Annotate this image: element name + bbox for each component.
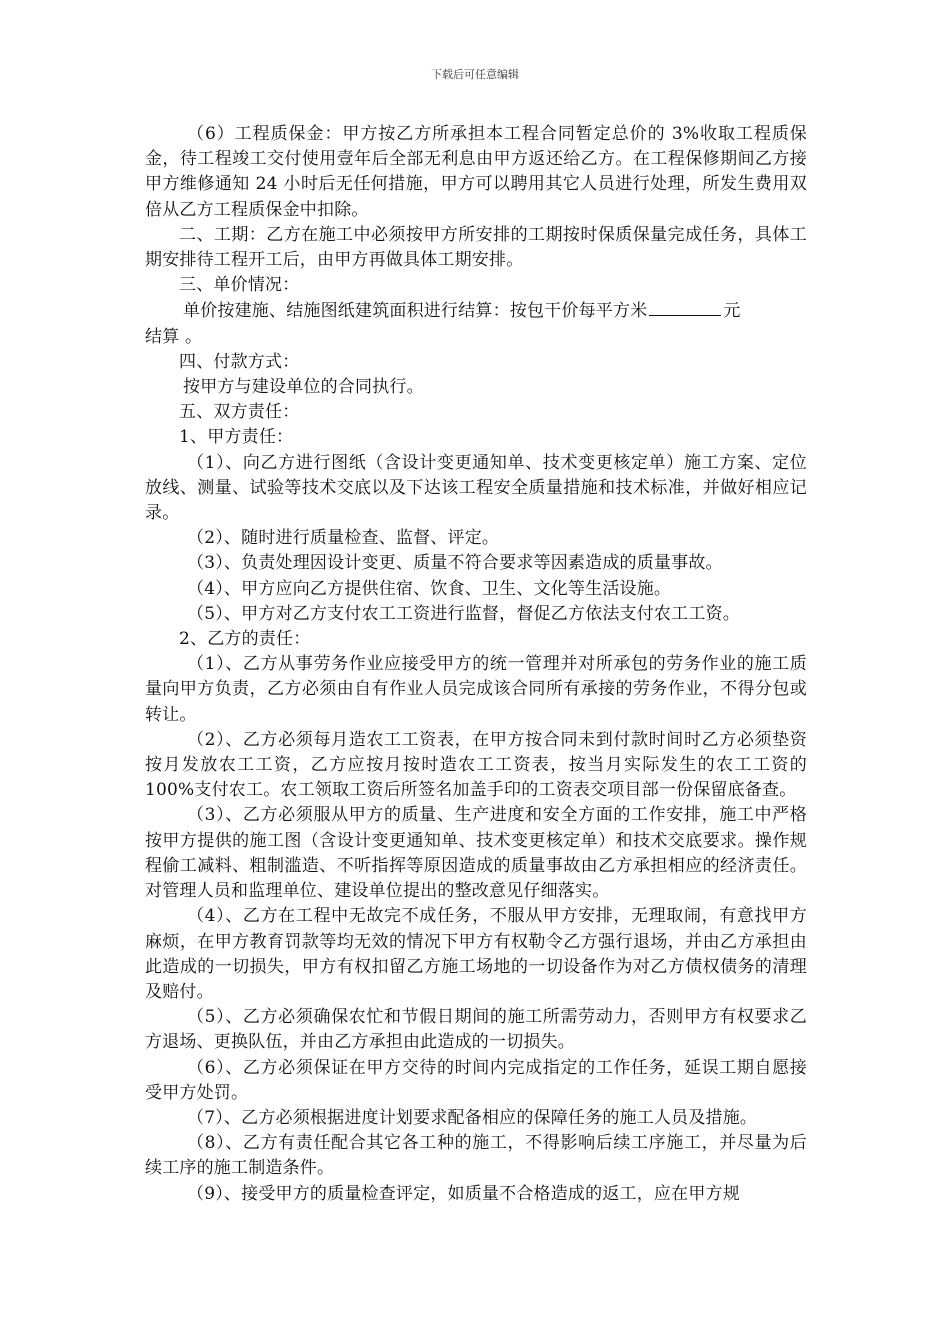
party-b-item-5: （5）、乙方必须确保农忙和节假日期间的施工所需劳动力，否则甲方有权要求乙方退场、更换队伍，并由乙方承担由此造成的一切损失。 — [145, 1007, 807, 1053]
party-a-item-4: （4）、甲方应向乙方提供住宿、饮食、卫生、文化等生活设施。 — [187, 578, 672, 599]
party-a-heading: 1、甲方责任： — [179, 427, 294, 448]
party-a-item-1: （1）、向乙方进行图纸（含设计变更通知单、技术变更核定单）施工方案、定位放线、测量、试验等技术交底以及下达该工程安全质量措施和技术标准，并做好相应记录。 — [145, 452, 807, 524]
party-a-item-2: （2）、随时进行质量检查、监督、评定。 — [187, 528, 500, 549]
unit-price-suffix: 元 — [723, 301, 741, 322]
party-a-item-3: （3）、负责处理因设计变更、质量不符合要求等因素造成的质量事故。 — [187, 553, 723, 574]
unit-price-text: 单价按建施、结施图纸建筑面积进行结算：按包干价每平方米 — [183, 301, 648, 322]
unit-price-line — [145, 298, 807, 324]
section-unit-price-heading: 三、单价情况： — [179, 275, 300, 296]
party-b-item-1: （1）、乙方从事劳务作业应接受甲方的统一管理并对所承包的劳务作业的施工质量向甲方负责，乙方必须由自有作业人员完成该合同所有承接的劳务作业，不得分包或转让。 — [145, 654, 807, 725]
contract-body — [145, 122, 807, 1207]
section-payment-heading: 四、付款方式： — [179, 351, 300, 372]
party-b-item-9: （9）、接受甲方的质量检查评定，如质量不合格造成的返工，应在甲方规 — [187, 1183, 740, 1204]
party-b-item-7: （7）、乙方必须根据进度计划要求配备相应的保障任务的施工人员及措施。 — [187, 1107, 758, 1128]
section-schedule: 二、工期：乙方在施工中必须按甲方所安排的工期按时保质保量完成任务，具体工期安排待工程开工后，由甲方再做具体工期安排。 — [145, 224, 807, 271]
payment-text: 按甲方与建设单位的合同执行。 — [183, 377, 424, 398]
clause-quality-deposit: （6）工程质保金：甲方按乙方所承担本工程合同暂定总价的 3%收取工程质保金，待工程竣工交付使用壹年后全部无利息由甲方返还给乙方。在工程保修期间乙方接甲方维修通知 24 小时后无任何措施，甲方可以聘用其它人员进行处理，所发生费用双倍从乙方工程质保金中扣除。 — [145, 124, 807, 220]
party-b-item-3: （3）、乙方必须服从甲方的质量、生产进度和安全方面的工作安排，施工中严格按甲方提供的施工图（含设计变更通知单、技术变更核定单）和技术交底要求。操作规程偷工减料、粗制滥造、不听指挥等原因造成的质量事故由乙方承担相应的经济责任。对管理人员和监理单位、建设单位提出的整改意见仔细落实。 — [145, 805, 807, 902]
party-b-item-8: （8）、乙方有责任配合其它各工种的施工，不得影响后续工序施工，并尽量为后续工序的施工制造条件。 — [145, 1133, 807, 1179]
party-a-item-5: （5）、甲方对乙方支付农工工资进行监督，督促乙方依法支付农工工资。 — [187, 603, 740, 624]
party-b-item-6: （6）、乙方必须保证在甲方交待的时间内完成指定的工作任务，延误工期自愿接受甲方处罚。 — [145, 1057, 807, 1103]
unit-price-line2: 结算 。 — [145, 326, 203, 347]
page-header-note: 下载后可任意编辑 — [431, 68, 519, 81]
price-blank-field — [649, 298, 721, 316]
party-b-item-2: （2）、乙方必须每月造农工工资表，在甲方按合同未到付款时间时乙方必须垫资按月发放农工工资，乙方应按月按时造农工工资表，按当月实际发生的农工工资的 100%支付农工。农工领取工资后所签名加盖手印的工资表交项目部一份保留底备查。 — [145, 729, 807, 801]
party-b-heading: 2、乙方的责任： — [179, 629, 311, 650]
section-responsibilities-heading: 五、双方责任： — [179, 402, 300, 423]
party-b-item-4: （4）、乙方在工程中无故完不成任务，不服从甲方安排，无理取闹，有意找甲方麻烦，在甲方教育罚款等均无效的情况下甲方有权勒令乙方强行退场，并由乙方承担由此造成的一切损失，甲方有权扣留乙方施工场地的一切设备作为对乙方债权债务的清理及赔付。 — [145, 906, 807, 1002]
